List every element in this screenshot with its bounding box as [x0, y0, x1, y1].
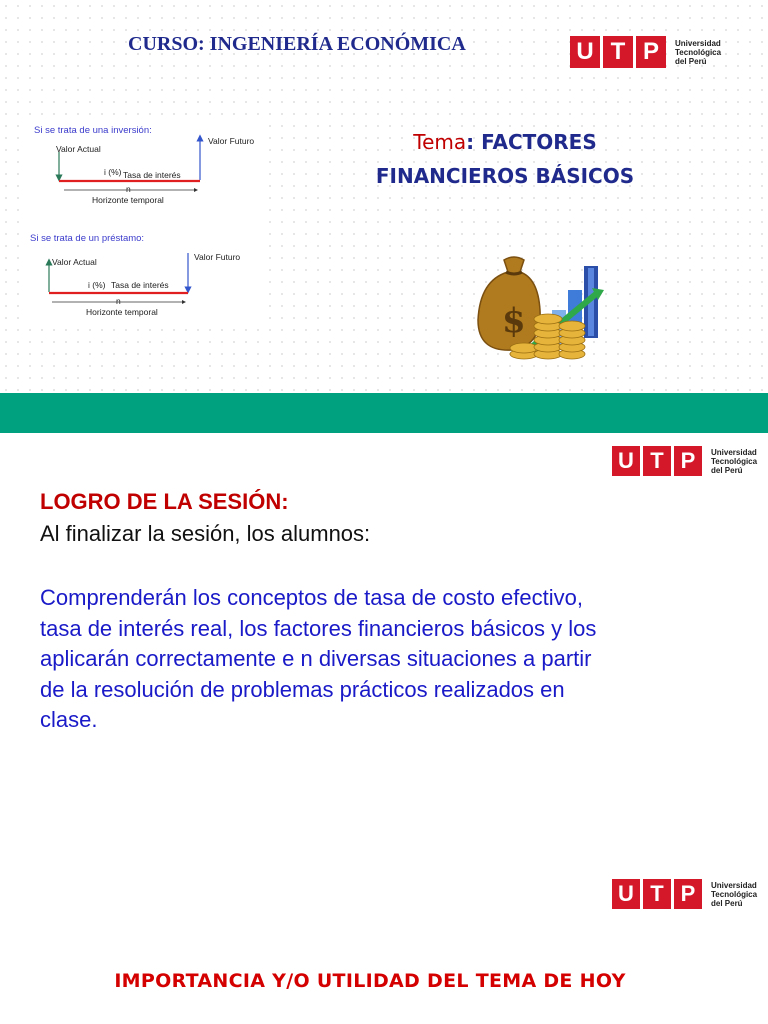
- loan-rate-symbol: i (%): [88, 280, 106, 290]
- cash-flow-lines: [28, 120, 268, 320]
- investment-future-value: Valor Futuro: [208, 136, 255, 146]
- logo-letter-u: U: [612, 879, 640, 909]
- theme-label: Tema: [413, 130, 467, 154]
- logo-letter-p: P: [674, 879, 702, 909]
- loan-present-value: Valor Actual: [52, 257, 97, 267]
- logo-university-name: Universidad Tecnológica del Perú: [711, 447, 758, 475]
- loan-rate-label: Tasa de interés: [111, 280, 169, 290]
- logo-letter-t: T: [643, 446, 671, 476]
- theme-title: Tema: FACTORES FINANCIEROS BÁSICOS: [360, 125, 650, 193]
- utp-logo: [612, 446, 757, 476]
- investment-heading: Si se trata de una inversión:: [34, 125, 152, 136]
- money-bag-icon: [468, 250, 618, 370]
- loan-heading: Si se trata de un préstamo:: [30, 233, 145, 244]
- logo-letter-u: U: [570, 36, 600, 68]
- logo-letter-u: U: [612, 446, 640, 476]
- theme-line2: FINANCIEROS BÁSICOS: [375, 164, 635, 188]
- importance-title: IMPORTANCIA Y/O UTILIDAD DEL TEMA DE HOY: [114, 970, 626, 992]
- green-divider-band: [0, 393, 768, 433]
- logo-letter-p: P: [636, 36, 666, 68]
- session-goal-title: LOGRO DE LA SESIÓN:: [40, 489, 289, 514]
- title-slide: [0, 0, 768, 393]
- cash-flow-diagrams: [28, 120, 268, 320]
- investment-rate-symbol: i (%): [104, 167, 122, 177]
- loan-n: n: [116, 296, 121, 306]
- session-goal-body: Comprenderán los conceptos de tasa de costo efectivo, tasa de interés real, los factores financieros básicos y los aplicarán correctamente e n diversas situaciones a partir de la resolución de problemas prácticos realizados en clase.: [40, 585, 597, 732]
- loan-future-value: Valor Futuro: [194, 252, 241, 262]
- utp-logo: [612, 879, 757, 909]
- utp-logo: [570, 36, 721, 68]
- logo-letter-t: T: [643, 879, 671, 909]
- session-goal-intro: Al finalizar la sesión, los alumnos:: [40, 521, 371, 546]
- logo-university-name: Universidad Tecnológica del Perú: [675, 38, 722, 66]
- theme-line1: FACTORES: [481, 130, 597, 154]
- logo-letter-p: P: [674, 446, 702, 476]
- investment-n: n: [126, 184, 131, 194]
- logo-letter-t: T: [603, 36, 633, 68]
- investment-rate-label: Tasa de interés: [123, 170, 181, 180]
- investment-horizon: Horizonte temporal: [92, 195, 164, 205]
- logo-university-name: Universidad Tecnológica del Perú: [711, 880, 758, 908]
- importance-slide: [0, 853, 768, 1024]
- svg-text:$: $: [502, 301, 526, 341]
- course-title: CURSO: INGENIERÍA ECONÓMICA: [128, 33, 466, 55]
- loan-horizon: Horizonte temporal: [86, 307, 158, 317]
- objective-slide: [0, 433, 768, 853]
- investment-present-value: Valor Actual: [56, 144, 101, 154]
